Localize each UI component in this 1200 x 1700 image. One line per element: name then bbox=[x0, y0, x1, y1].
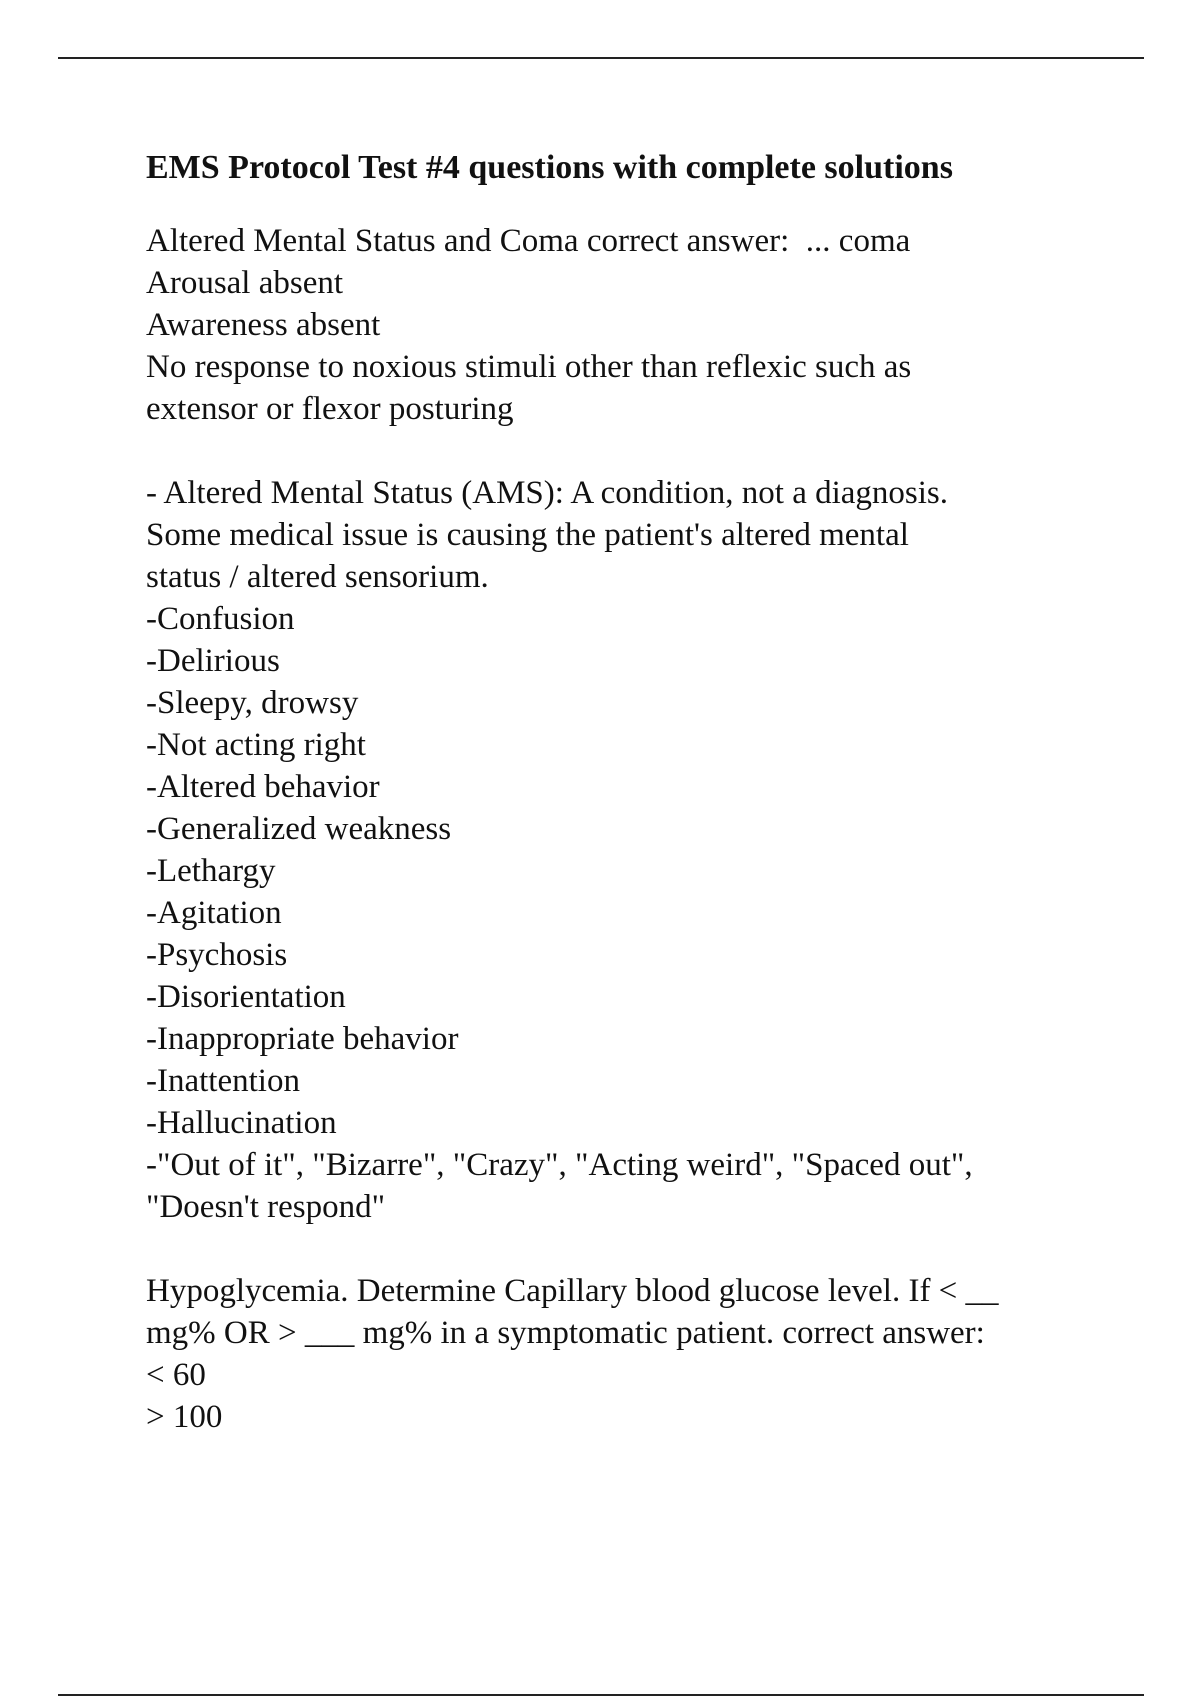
question-ams bbox=[146, 472, 1106, 1228]
list-item: -Altered behavior bbox=[146, 769, 380, 805]
footer-rule bbox=[58, 1694, 1144, 1696]
list-item: -"Out of it", "Bizarre", "Crazy", "Acting weird", "Spaced out", bbox=[146, 1147, 973, 1183]
list-item: -Hallucination bbox=[146, 1105, 337, 1141]
text-line: mg% OR > ___ mg% in a symptomatic patient. correct answer: bbox=[146, 1315, 985, 1351]
list-item: -Confusion bbox=[146, 601, 295, 637]
text-line: Some medical issue is causing the patient's altered mental bbox=[146, 517, 909, 553]
list-item: -Generalized weakness bbox=[146, 811, 452, 847]
list-item: "Doesn't respond" bbox=[146, 1189, 386, 1225]
list-item: -Disorientation bbox=[146, 979, 346, 1015]
list-item: -Sleepy, drowsy bbox=[146, 685, 359, 721]
document-body bbox=[146, 140, 1106, 1480]
answer-line: < 60 bbox=[146, 1357, 206, 1393]
list-item: -Lethargy bbox=[146, 853, 276, 889]
list-item: -Psychosis bbox=[146, 937, 288, 973]
text-line: Awareness absent bbox=[146, 307, 381, 343]
text-line: - Altered Mental Status (AMS): A condition, not a diagnosis. bbox=[146, 475, 949, 511]
list-item: -Not acting right bbox=[146, 727, 366, 763]
text-line: No response to noxious stimuli other than reflexic such as bbox=[146, 349, 912, 385]
text-line: Altered Mental Status and Coma correct answer: ... coma bbox=[146, 223, 911, 259]
question-coma bbox=[146, 220, 1106, 430]
text-line: Arousal absent bbox=[146, 265, 344, 301]
text-line: status / altered sensorium. bbox=[146, 559, 489, 595]
list-item: -Agitation bbox=[146, 895, 282, 931]
document-title: EMS Protocol Test #4 questions with complete solutions bbox=[146, 149, 953, 186]
list-item: -Inappropriate behavior bbox=[146, 1021, 459, 1057]
header-rule bbox=[58, 57, 1144, 59]
text-line: extensor or flexor posturing bbox=[146, 391, 514, 427]
text-line: Hypoglycemia. Determine Capillary blood glucose level. If < __ bbox=[146, 1273, 999, 1309]
list-item: -Delirious bbox=[146, 643, 280, 679]
list-item: -Inattention bbox=[146, 1063, 300, 1099]
answer-line: > 100 bbox=[146, 1399, 223, 1435]
question-hypoglycemia bbox=[146, 1270, 1106, 1438]
